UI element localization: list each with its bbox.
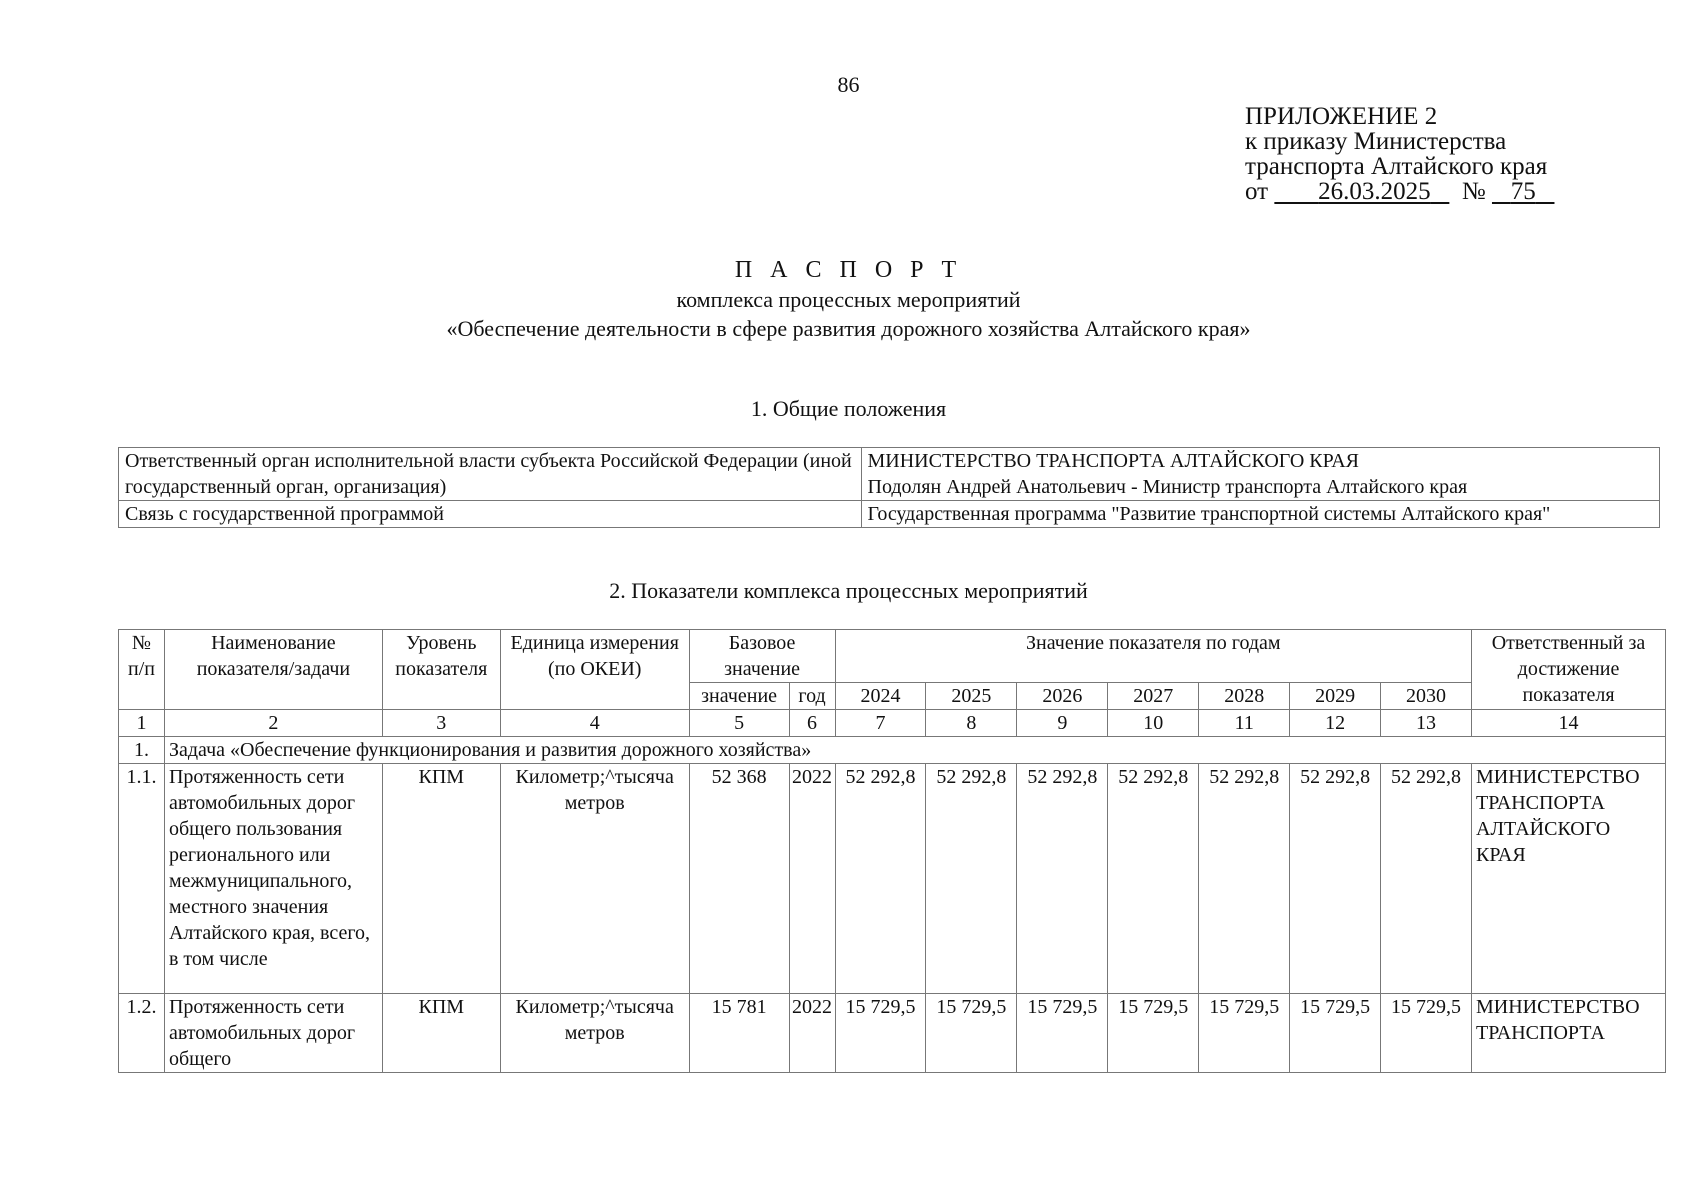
column-number-row: [119, 710, 1666, 737]
section2-title: 2. Показатели комплекса процессных мероприятий: [609, 578, 1088, 603]
responsible-org: МИНИСТЕРСТВО ТРАНСПОРТА АЛТАЙСКОГО КРАЯ: [1472, 764, 1666, 994]
program-link-label: Связь с государственной программой: [119, 501, 862, 528]
col-header-year: 2029: [1290, 683, 1381, 710]
task-num: 1.: [119, 737, 165, 764]
table-row: [119, 994, 1666, 1073]
appendix-date-line: [1245, 179, 1554, 204]
responsible-body-value: [861, 448, 1659, 501]
appendix-block: [1245, 104, 1554, 204]
year-value: 15 729,5: [926, 994, 1017, 1073]
col-header-responsible: Ответственный за достижение показателя: [1472, 630, 1666, 710]
year-value: 15 729,5: [1017, 994, 1108, 1073]
col-header-num: № п/п: [119, 630, 165, 710]
appendix-line3: транспорта Алтайского края: [1245, 153, 1548, 180]
program-link-value: Государственная программа "Развитие транспортной системы Алтайского края": [861, 501, 1659, 528]
indicator-level: КПМ: [382, 994, 500, 1073]
ministry-name: МИНИСТЕРСТВО ТРАНСПОРТА АЛТАЙСКОГО КРАЯ: [867, 450, 1359, 472]
col-number: 5: [689, 710, 789, 737]
responsible-body-label: Ответственный орган исполнительной власти субъекта Российской Федерации (иной государственный орган, организация): [119, 448, 862, 501]
year-value: 15 729,5: [1290, 994, 1381, 1073]
order-number-value: 75: [1510, 178, 1536, 205]
col-number: 12: [1290, 710, 1381, 737]
col-header-base: Базовое значение: [689, 630, 835, 683]
number-prefix: №: [1461, 178, 1486, 205]
col-header-year: 2027: [1108, 683, 1199, 710]
order-number: [1492, 178, 1555, 205]
table-row: [119, 764, 1666, 994]
year-value: 52 292,8: [926, 764, 1017, 994]
col-header-year: 2024: [835, 683, 926, 710]
indicator-unit: Километр;^тысяча метров: [500, 994, 689, 1073]
base-value: 52 368: [689, 764, 789, 994]
col-header-base-year: год: [789, 683, 835, 710]
col-number: 4: [500, 710, 689, 737]
col-number: 1: [119, 710, 165, 737]
indicator-level: КПМ: [382, 764, 500, 994]
col-header-unit: Единица измерения (по ОКЕИ): [500, 630, 689, 710]
passport-program-name: «Обеспечение деятельности в сфере развития дорожного хозяйства Алтайского края»: [446, 316, 1251, 341]
table-row: [119, 501, 1660, 528]
col-header-name: Наименование показателя/задачи: [164, 630, 382, 710]
header-row: [119, 630, 1666, 683]
col-header-base-value: значение: [689, 683, 789, 710]
col-header-year: 2025: [926, 683, 1017, 710]
col-number: 8: [926, 710, 1017, 737]
indicators-table: [118, 629, 1666, 1073]
col-number: 7: [835, 710, 926, 737]
base-year: 2022: [789, 994, 835, 1073]
appendix-title: ПРИЛОЖЕНИЕ 2: [1245, 103, 1438, 130]
appendix-line2: к приказу Министерства: [1245, 128, 1507, 155]
year-value: 52 292,8: [1290, 764, 1381, 994]
col-number: 3: [382, 710, 500, 737]
task-text: Задача «Обеспечение функционирования и развития дорожного хозяйства»: [164, 737, 1665, 764]
task-row: [119, 737, 1666, 764]
year-value: 15 729,5: [1108, 994, 1199, 1073]
year-value: 15 729,5: [1381, 994, 1472, 1073]
passport-title: П А С П О Р Т: [734, 257, 963, 283]
year-value: 15 729,5: [1199, 994, 1290, 1073]
order-date: [1274, 178, 1449, 205]
responsible-org: МИНИСТЕРСТВО ТРАНСПОРТА: [1472, 994, 1666, 1073]
col-number: 14: [1472, 710, 1666, 737]
year-value: 52 292,8: [1017, 764, 1108, 994]
row-num: 1.1.: [119, 764, 165, 994]
year-value: 52 292,8: [1199, 764, 1290, 994]
col-number: 9: [1017, 710, 1108, 737]
col-number: 6: [789, 710, 835, 737]
minister-name: Подолян Андрей Анатольевич - Министр транспорта Алтайского края: [867, 476, 1468, 498]
base-value: 15 781: [689, 994, 789, 1073]
col-number: 2: [164, 710, 382, 737]
general-provisions-table: [118, 447, 1660, 528]
passport-heading: [0, 256, 1697, 343]
year-value: 52 292,8: [1108, 764, 1199, 994]
col-number: 13: [1381, 710, 1472, 737]
col-header-year: 2030: [1381, 683, 1472, 710]
section1-title: 1. Общие положения: [750, 396, 947, 421]
row-num: 1.2.: [119, 994, 165, 1073]
base-year: 2022: [789, 764, 835, 994]
date-prefix: от: [1245, 178, 1269, 205]
year-value: 52 292,8: [835, 764, 926, 994]
indicator-name: Протяженность сети автомобильных дорог общего: [164, 994, 382, 1073]
col-number: 10: [1108, 710, 1199, 737]
page-number: 86: [837, 72, 860, 97]
col-header-years-group: Значение показателя по годам: [835, 630, 1471, 683]
indicator-name: Протяженность сети автомобильных дорог общего пользования регионального или межмуниципального, местного значения Алтайского края, всего, в том числе: [164, 764, 382, 994]
table-row: [119, 448, 1660, 501]
col-header-year: 2026: [1017, 683, 1108, 710]
passport-subtitle: комплекса процессных мероприятий: [676, 287, 1021, 312]
indicator-unit: Километр;^тысяча метров: [500, 764, 689, 994]
col-header-year: 2028: [1199, 683, 1290, 710]
order-date-value: 26.03.2025: [1318, 178, 1431, 205]
year-value: 52 292,8: [1381, 764, 1472, 994]
col-header-level: Уровень показателя: [382, 630, 500, 710]
col-number: 11: [1199, 710, 1290, 737]
year-value: 15 729,5: [835, 994, 926, 1073]
